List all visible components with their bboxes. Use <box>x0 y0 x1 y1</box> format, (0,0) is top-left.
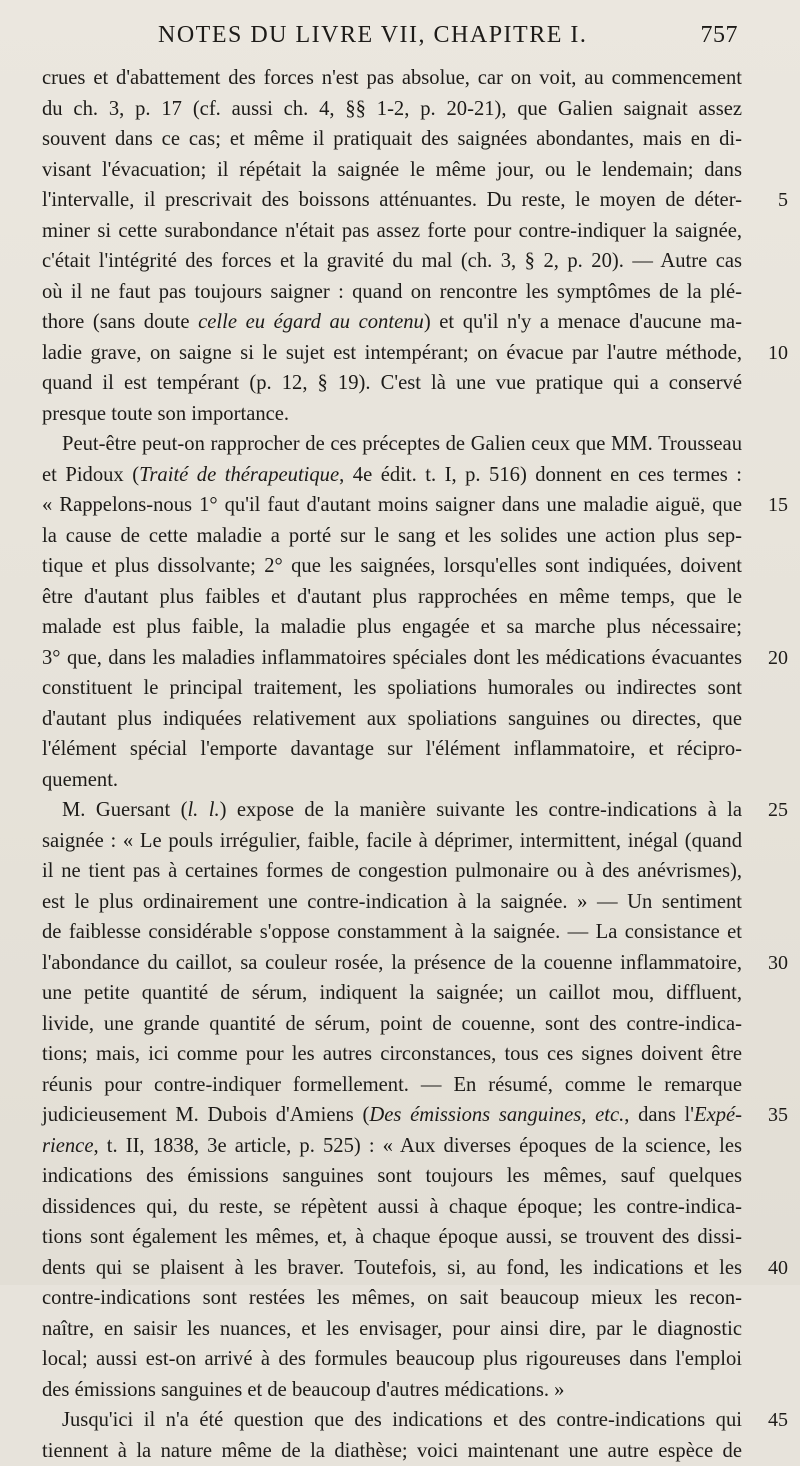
line-text: du ch. 3, p. 17 (cf. aussi ch. 4, §§ 1-2, p. 20-21), que Galien saignait assez <box>42 98 742 120</box>
line-text: contre-indications sont restées les mêmes, on sait beaucoup mieux les recon- <box>42 1287 742 1309</box>
line-text: dissidences qui, du reste, se répètent aussi à chaque époque; les contre-indica- <box>42 1196 742 1218</box>
line-text: livide, une grande quantité de sérum, point de couenne, sont des contre-indica- <box>42 1013 742 1035</box>
text-line <box>42 1070 742 1101</box>
italic-span: Traité de thérapeutique <box>139 464 339 486</box>
line-text: il ne tient pas à certaines formes de congestion pulmonaire ou à des anévrismes), <box>42 860 742 882</box>
line-text: local; aussi est-on arrivé à des formules beaucoup plus rigoureuses dans l'emploi <box>42 1348 742 1370</box>
text-line <box>42 94 742 125</box>
line-number: 15 <box>748 490 788 521</box>
line-number: 35 <box>748 1100 788 1131</box>
page-number: 757 <box>701 22 739 49</box>
line-text: quement. <box>42 769 118 791</box>
text-line <box>42 429 742 460</box>
text-line <box>42 399 742 430</box>
text-line <box>42 1131 742 1162</box>
text-line <box>42 643 742 674</box>
text-line <box>42 1222 742 1253</box>
italic-span: l. l. <box>187 799 219 821</box>
text-line <box>42 460 742 491</box>
line-number: 25 <box>748 795 788 826</box>
text-line <box>42 1039 742 1070</box>
line-text: miner si cette surabondance n'était pas assez forte pour contre-indiquer la saignée, <box>42 220 742 242</box>
line-text: thore (sans doute <box>42 311 198 333</box>
text-line <box>42 1009 742 1040</box>
text-line <box>42 490 742 521</box>
line-text: Peut-être peut-on rapprocher de ces préceptes de Galien ceux que MM. Trousseau <box>62 433 742 455</box>
line-text: souvent dans ce cas; et même il pratiquait des saignées abondantes, mais en di- <box>42 128 742 150</box>
text-line <box>42 338 742 369</box>
line-text: être d'autant plus faibles et d'autant plus rapprochées en même temps, que le <box>42 586 742 608</box>
running-title: NOTES DU LIVRE VII, CHAPITRE I. <box>158 22 587 49</box>
line-text: une petite quantité de sérum, indiquent la saignée; un caillot mou, diffluent, <box>42 982 742 1004</box>
line-text: , t. II, 1838, 3e article, p. 525) : « Aux diverses époques de la science, les <box>93 1135 742 1157</box>
text-line <box>42 948 742 979</box>
line-text: ) expose de la manière suivante les contre-indications à la <box>220 799 742 821</box>
text-line <box>42 673 742 704</box>
line-text: et Pidoux ( <box>42 464 139 486</box>
line-text: , dans l' <box>624 1104 694 1126</box>
text-line <box>42 1344 742 1375</box>
text-line <box>42 917 742 948</box>
line-text: où il ne faut pas toujours saigner : quand on rencontre les symptômes de la plé- <box>42 281 742 303</box>
line-text: M. Guersant ( <box>62 799 187 821</box>
line-number: 30 <box>748 948 788 979</box>
line-number: 10 <box>748 338 788 369</box>
text-line <box>42 1192 742 1223</box>
line-text: tions sont également les mêmes, et, à chaque époque aussi, se trouvent des dissi- <box>42 1226 742 1248</box>
text-line <box>42 216 742 247</box>
text-line <box>42 124 742 155</box>
line-text: judicieusement M. Dubois d'Amiens ( <box>42 1104 369 1126</box>
italic-span: Des émissions sanguines, etc. <box>369 1104 624 1126</box>
line-text: est le plus ordinairement une contre-indication à la saignée. » — Un sentiment <box>42 891 742 913</box>
line-number: 40 <box>748 1253 788 1284</box>
line-text: ) et qu'il n'y a menace d'aucune ma- <box>424 311 742 333</box>
line-number: 20 <box>748 643 788 674</box>
text-line <box>42 1100 742 1131</box>
line-text: malade est plus faible, la maladie plus engagée et sa marche plus nécessaire; <box>42 616 742 638</box>
page-header <box>158 22 742 52</box>
italic-span: Expé- <box>694 1104 742 1126</box>
line-number: 45 <box>748 1405 788 1436</box>
line-text: Jusqu'ici il n'a été question que des indications et des contre-indications qui <box>62 1409 742 1431</box>
text-line <box>42 734 742 765</box>
italic-span: celle eu égard au contenu <box>198 311 424 333</box>
line-text: constituent le principal traitement, les spoliations humorales ou indirectes sont <box>42 677 742 699</box>
line-text: tique et plus dissolvante; 2° que les saignées, lorsqu'elles sont indiquées, doivent <box>42 555 742 577</box>
line-text: , 4e édit. t. I, p. 516) donnent en ces termes : <box>339 464 742 486</box>
text-line <box>42 856 742 887</box>
text-line <box>42 704 742 735</box>
text-line <box>42 307 742 338</box>
text-line <box>42 1314 742 1345</box>
text-line <box>42 887 742 918</box>
text-line <box>42 826 742 857</box>
body-text <box>42 63 742 1466</box>
line-text: de faiblesse considérable s'oppose constamment à la saignée. — La consistance et <box>42 921 742 943</box>
line-text: visant l'évacuation; il répétait la saignée le même jour, ou le lendemain; dans <box>42 159 742 181</box>
line-text: ladie grave, on saigne si le sujet est intempérant; on évacue par l'autre méthode, <box>42 342 742 364</box>
line-text: des émissions sanguines et de beaucoup d'autres médications. » <box>42 1379 564 1401</box>
line-text: tiennent à la nature même de la diathèse; voici maintenant une autre espèce de <box>42 1440 742 1462</box>
line-text: dents qui se plaisent à les braver. Toutefois, si, au fond, les indications et les <box>42 1257 742 1279</box>
text-line <box>42 551 742 582</box>
line-text: « Rappelons-nous 1° qu'il faut d'autant moins saigner dans une maladie aiguë, que <box>42 494 742 516</box>
line-text: crues et d'abattement des forces n'est pas absolue, car on voit, au commencement <box>42 67 742 89</box>
text-line <box>42 185 742 216</box>
text-line <box>42 582 742 613</box>
line-text: saignée : « Le pouls irrégulier, faible, facile à déprimer, intermittent, inégal (quand <box>42 830 742 852</box>
line-text: c'était l'intégrité des forces et la gravité du mal (ch. 3, § 2, p. 20). — Autre cas <box>42 250 742 272</box>
text-line <box>42 1283 742 1314</box>
text-line <box>42 155 742 186</box>
line-text: 3° que, dans les maladies inflammatoires spéciales dont les médications évacuantes <box>42 647 742 669</box>
text-line <box>42 1405 742 1436</box>
line-number: 5 <box>748 185 788 216</box>
line-text: naître, en saisir les nuances, et les envisager, pour ainsi dire, par le diagnostic <box>42 1318 742 1340</box>
text-line <box>42 368 742 399</box>
text-line <box>42 1253 742 1284</box>
line-text: l'intervalle, il prescrivait des boissons atténuantes. Du reste, le moyen de déter- <box>42 189 742 211</box>
text-line <box>42 978 742 1009</box>
line-text: la cause de cette maladie a porté sur le sang et les solides une action plus sep- <box>42 525 742 547</box>
text-line <box>42 521 742 552</box>
text-line <box>42 612 742 643</box>
text-line <box>42 1375 742 1406</box>
text-line <box>42 246 742 277</box>
italic-span: rience <box>42 1135 93 1157</box>
line-text: l'élément spécial l'emporte davantage sur l'élément inflammatoire, et récipro- <box>42 738 742 760</box>
line-text: d'autant plus indiquées relativement aux spoliations sanguines ou directes, que <box>42 708 742 730</box>
line-text: tions; mais, ici comme pour les autres circonstances, tous ces signes doivent être <box>42 1043 742 1065</box>
text-line <box>42 795 742 826</box>
text-line <box>42 765 742 796</box>
line-text: quand il est tempérant (p. 12, § 19). C'est là une vue pratique qui a conservé <box>42 372 742 394</box>
line-text: presque toute son importance. <box>42 403 289 425</box>
line-text: réunis pour contre-indiquer formellement. — En résumé, comme le remarque <box>42 1074 742 1096</box>
line-text: l'abondance du caillot, sa couleur rosée, la présence de la couenne inflammatoire, <box>42 952 742 974</box>
text-line <box>42 1436 742 1466</box>
line-text: indications des émissions sanguines sont toujours les mêmes, sauf quelques <box>42 1165 742 1187</box>
text-line <box>42 1161 742 1192</box>
text-line <box>42 63 742 94</box>
text-line <box>42 277 742 308</box>
